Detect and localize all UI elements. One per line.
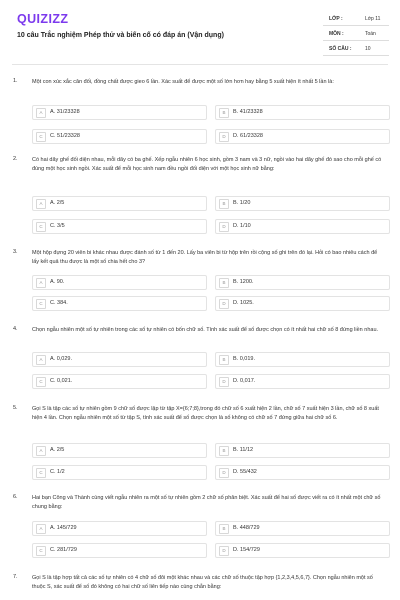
option-a[interactable] [32,352,207,367]
option-text: B. 11/12 [233,447,254,453]
option-text: A. 2/5 [50,447,65,453]
option-text: D. 1/10 [233,223,251,229]
question-text: Gọi S là tập các số tự nhiên gồm 9 chữ số được lập từ tập X={6;7;8},trong đó chữ số 6 xuất hiện 2 lần, chữ số 7 xuất hiện 3 lần, chữ số 8 xuất hiện 4 lần. Chọn ngẫu nhiên một số từ tập S, tính xác suất để số được chọn là số không có chữ số 7 đứng giữa hai chữ số 6. [32,406,379,421]
option-letter: D [219,132,229,142]
meta-value: Toán [365,31,376,37]
question-text: Hai bạn Công và Thành cùng viết ngẫu nhiên ra một số tự nhiên gồm 2 chữ số phân biệt. Xác suất để hai số được viết ra có ít nhất một chữ số chung bằng: [32,495,381,510]
option-letter: B [219,278,229,288]
option-letter: B [219,355,229,365]
meta-row-grade [323,12,389,26]
option-d[interactable] [215,465,390,480]
question-text: Chọn ngẫu nhiên một số tự nhiên trong các số tự nhiên có bốn chữ số. Tính xác suất để số được chọn có ít nhất hai chữ số 8 đứng liền nhau. [32,327,379,333]
option-b[interactable] [215,275,390,290]
option-a[interactable] [32,105,207,120]
meta-value: 10 [365,46,371,52]
option-letter: B [219,108,229,118]
option-a[interactable] [32,196,207,211]
option-text: C. 281/729 [50,547,77,553]
option-text: C. 3/5 [50,223,65,229]
option-d[interactable] [215,296,390,311]
option-c[interactable] [32,296,207,311]
option-letter: D [219,468,229,478]
question-number: 4. [13,326,18,332]
option-c[interactable] [32,465,207,480]
option-d[interactable] [215,129,390,144]
option-letter: B [219,446,229,456]
page-title: 10 câu Trắc nghiệm Phép thử và biến cố có đáp án (Vận dụng) [17,32,224,39]
option-letter: A [36,446,46,456]
option-letter: D [219,299,229,309]
option-text: A. 145/729 [50,525,77,531]
option-text: D. 55/432 [233,469,257,475]
option-text: D. 0,017. [233,378,256,384]
option-b[interactable] [215,105,390,120]
option-b[interactable] [215,521,390,536]
option-c[interactable] [32,219,207,234]
question-number: 2. [13,156,18,162]
meta-label: SỐ CÂU : [329,46,352,52]
question-text: Gọi S là tập hợp tất cả các số tự nhiên có 4 chữ số đôi một khác nhau và các chữ số thuộc tập hợp {1,2,3,4,5,6,7}. Chọn ngẫu nhiên một số thuộc S, xác suất để số đó không có hai chữ số liên tiếp nào cùng chẵn bằng: [32,575,373,590]
option-letter: A [36,199,46,209]
option-text: B. 448/729 [233,525,260,531]
meta-row-subject [323,27,389,41]
option-text: C. 384. [50,300,68,306]
option-b[interactable] [215,196,390,211]
option-letter: C [36,546,46,556]
option-letter: D [219,222,229,232]
option-text: A. 0,029. [50,356,73,362]
option-text: C. 1/2 [50,469,65,475]
option-letter: B [219,199,229,209]
option-text: B. 0,019. [233,356,256,362]
option-text: D. 61/23328 [233,133,263,139]
option-text: D. 154/729 [233,547,260,553]
meta-label: LỚP : [329,16,343,22]
option-text: D. 1025. [233,300,254,306]
option-b[interactable] [215,443,390,458]
option-letter: A [36,278,46,288]
option-letter: C [36,132,46,142]
option-d[interactable] [215,219,390,234]
question-text: Một hộp đựng 20 viên bi khác nhau được đánh số từ 1 đến 20. Lấy ba viên bi từ hộp trên rồi cộng số ghi trên đó lại. Hỏi có bao nhiêu cách để lấy kết quả thu được là một số chia hết cho 3? [32,250,378,265]
question-text: Có hai dãy ghế đối diện nhau, mỗi dãy có ba ghế. Xếp ngẫu nhiên 6 học sinh, gồm 3 nam và 3 nữ, ngồi vào hai dãy ghế đó sao cho mỗi ghế có đúng một học sinh ngồi. Xác suất để mỗi học sinh nam đều ngồi đối diện với một học sinh nữ bằng: [32,157,382,172]
question-number: 7. [13,574,18,580]
option-d[interactable] [215,374,390,389]
option-c[interactable] [32,129,207,144]
option-letter: A [36,524,46,534]
option-text: C. 51/23328 [50,133,80,139]
option-letter: C [36,468,46,478]
option-letter: C [36,377,46,387]
option-a[interactable] [32,521,207,536]
quizizz-logo: QUIZIZZ [17,12,69,26]
meta-row-count [323,42,389,56]
option-text: B. 1200. [233,279,254,285]
question-number: 3. [13,249,18,255]
option-text: B. 41/23328 [233,109,263,115]
option-text: B. 1/20 [233,200,251,206]
option-a[interactable] [32,275,207,290]
question-number: 1. [13,78,18,84]
option-letter: C [36,299,46,309]
option-text: A. 90. [50,279,65,285]
option-text: A. 31/23328 [50,109,80,115]
option-letter: C [36,222,46,232]
option-letter: D [219,546,229,556]
question-text: Một con xúc xắc cân đối, đồng chất được gieo 6 lần. Xác suất để được một số lớn hơn hay bằng 5 xuất hiện ít nhất 5 lần là: [32,79,334,85]
option-letter: A [36,108,46,118]
option-text: C. 0,021. [50,378,73,384]
option-c[interactable] [32,543,207,558]
header-divider [12,64,388,65]
question-number: 6. [13,494,18,500]
option-d[interactable] [215,543,390,558]
option-c[interactable] [32,374,207,389]
meta-label: MÔN : [329,31,344,37]
option-letter: A [36,355,46,365]
header [0,0,400,64]
question-number: 5. [13,405,18,411]
option-b[interactable] [215,352,390,367]
meta-value: Lớp 11 [365,16,381,22]
option-letter: B [219,524,229,534]
option-letter: D [219,377,229,387]
option-a[interactable] [32,443,207,458]
option-text: A. 2/5 [50,200,65,206]
